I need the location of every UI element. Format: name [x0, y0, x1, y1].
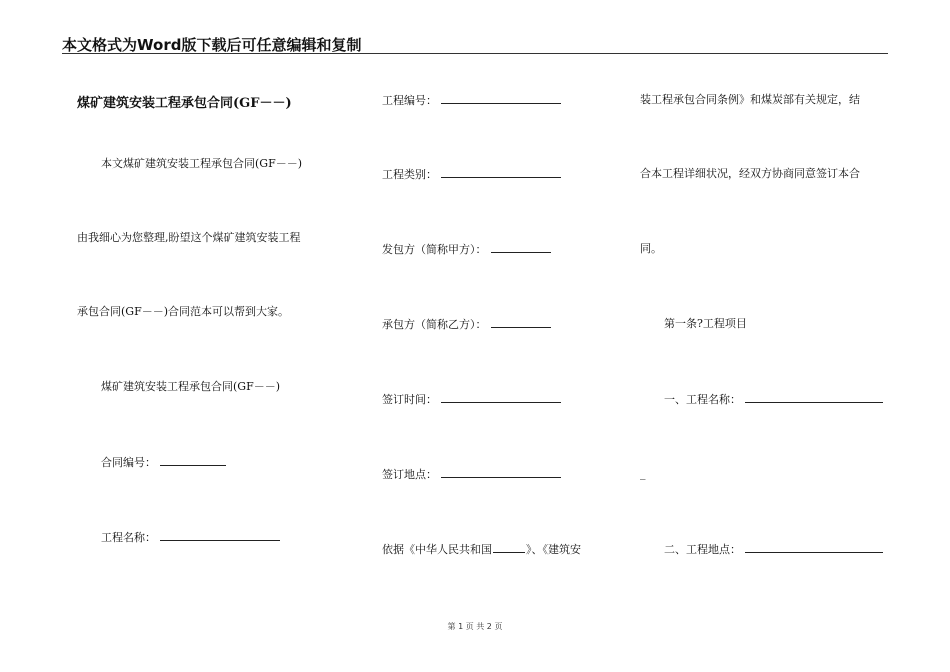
item-1-row	[664, 392, 883, 407]
intro-line-2: 由我细心为您整理,盼望这个煤矿建筑安装工程	[77, 231, 301, 244]
project-no-row	[382, 93, 561, 108]
page-header: 本文格式为Word版下载后可任意编辑和复制	[62, 36, 362, 54]
page-footer: 第 1 页 共 2 页	[447, 622, 503, 631]
basis-continuation-3: 同。	[640, 242, 662, 255]
party-a-label: 发包方（简称甲方）：	[382, 243, 487, 256]
sign-place-label: 签订地点：	[382, 468, 437, 481]
sign-time-label: 签订时间：	[382, 393, 437, 406]
contract-no-field[interactable]	[160, 455, 226, 466]
header-rule	[62, 53, 888, 54]
document-title: 煤矿建筑安装工程承包合同(GF－－)	[77, 96, 292, 111]
contract-no-label: 合同编号：	[101, 456, 156, 469]
law-name-field[interactable]	[493, 542, 525, 553]
sign-time-field[interactable]	[441, 392, 561, 403]
article-1-heading: 第一条?工程项目	[664, 317, 747, 330]
party-a-field[interactable]	[491, 242, 551, 253]
project-type-row	[382, 167, 561, 182]
sign-place-field[interactable]	[441, 467, 561, 478]
project-type-label: 工程类别：	[382, 168, 437, 181]
basis-continuation-1: 装工程承包合同条例》和煤炭部有关规定，结	[640, 93, 860, 106]
project-name-field[interactable]	[160, 530, 280, 541]
item-1-field[interactable]	[745, 392, 883, 403]
contract-no-row	[101, 455, 226, 470]
project-no-field[interactable]	[441, 93, 561, 104]
basis-prefix: 依据《中华人民共和国	[382, 543, 492, 556]
intro-line-3: 承包合同(GF－－)合同范本可以帮到大家。	[77, 305, 290, 318]
basis-continuation-2: 合本工程详细状况，经双方协商同意签订本合	[640, 167, 860, 180]
project-no-label: 工程编号：	[382, 94, 437, 107]
party-b-row	[382, 317, 551, 332]
party-a-row	[382, 242, 551, 257]
party-b-field[interactable]	[491, 317, 551, 328]
item-2-label: 二、工程地点：	[664, 543, 741, 556]
project-name-row	[101, 530, 280, 545]
sign-time-row	[382, 392, 561, 407]
item-1-label: 一、工程名称：	[664, 393, 741, 406]
project-type-field[interactable]	[441, 167, 561, 178]
contract-subtitle: 煤矿建筑安装工程承包合同(GF－－)	[101, 380, 281, 393]
item-2-field[interactable]	[745, 542, 883, 553]
item-2-row	[664, 542, 883, 557]
basis-suffix: 》、《建筑安	[526, 543, 581, 556]
project-name-label: 工程名称：	[101, 531, 156, 544]
intro-line-1: 本文煤矿建筑安装工程承包合同(GF－－)	[101, 157, 303, 170]
sign-place-row	[382, 467, 561, 482]
basis-row	[382, 542, 581, 557]
stray-mark: _	[640, 467, 646, 480]
party-b-label: 承包方（简称乙方）：	[382, 318, 487, 331]
